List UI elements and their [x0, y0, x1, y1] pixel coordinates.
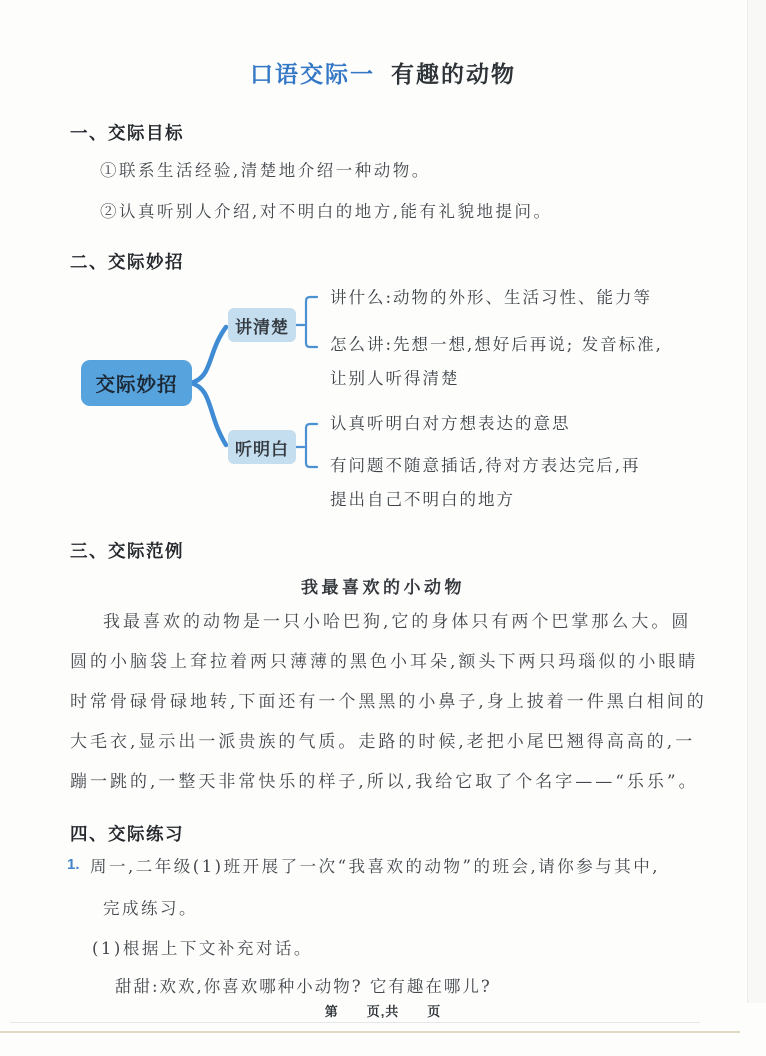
leaf-line-2: 让别人听得清楚 — [330, 369, 460, 388]
scan-artifact-line-1 — [10, 1022, 700, 1023]
mindmap-leaf-what-to-say: 讲什么:动物的外形、生活习性、能力等 — [330, 288, 653, 307]
essay-line-1: 我最喜欢的动物是一只小哈巴狗,它的身体只有两个巴掌那么大。圆 — [103, 612, 692, 632]
title-topic: 有趣的动物 — [391, 61, 516, 87]
leaf-line-1: 有问题不随意插话,待对方表达完后,再 — [330, 456, 641, 475]
page-footer: 第 页,共 页 — [324, 1004, 442, 1019]
mindmap-leaf-how-to-say — [330, 328, 738, 396]
goal-item-1: ①联系生活经验,清楚地介绍一种动物。 — [100, 161, 431, 180]
section-heading-tips: 二、交际妙招 — [70, 252, 184, 272]
mindmap-leaf-no-interrupt — [330, 449, 738, 517]
essay-line-3: 时常骨碌骨碌地转,下面还有一个黑黑的小鼻子,身上披着一件黑白相间的 — [70, 692, 707, 712]
title-lesson-number: 口语交际一 — [250, 61, 375, 87]
mindmap-leaf-listen-meaning: 认真听明白对方想表达的意思 — [330, 414, 571, 433]
scan-page-margin — [748, 0, 766, 1003]
mindmap-branch-listen-well: 听明白 — [228, 430, 296, 464]
mindmap-root-node: 交际妙招 — [81, 360, 192, 406]
section-heading-practice: 四、交际练习 — [70, 824, 184, 844]
scan-artifact-line-2 — [0, 1031, 740, 1033]
dialogue-line-tiantian: 甜甜:欢欢,你喜欢哪种小动物? 它有趣在哪儿? — [115, 977, 492, 996]
sub-question-1: (1)根据上下文补充对话。 — [92, 939, 313, 958]
goal-item-2: ②认真听别人介绍,对不明白的地方,能有礼貌地提问。 — [100, 202, 553, 221]
mindmap-branch-speak-clearly: 讲清楚 — [228, 308, 296, 342]
essay-line-2: 圆的小脑袋上耷拉着两只薄薄的黑色小耳朵,额头下两只玛瑙似的小眼睛 — [70, 652, 699, 672]
essay-line-4: 大毛衣,显示出一派贵族的气质。走路的时候,老把小尾巴翘得高高的,一 — [70, 732, 696, 752]
section-heading-example: 三、交际范例 — [70, 541, 184, 561]
exercise-number: 1. — [67, 856, 80, 873]
exercise-line-1: 周一,二年级(1)班开展了一次“我喜欢的动物”的班会,请你参与其中, — [90, 857, 660, 876]
section-heading-goals: 一、交际目标 — [70, 123, 184, 143]
page-title — [0, 56, 766, 89]
essay-line-5: 蹦一跳的,一整天非常快乐的样子,所以,我给它取了个名字——“乐乐”。 — [70, 772, 699, 792]
essay-title: 我最喜欢的小动物 — [301, 578, 465, 598]
leaf-line-2: 提出自己不明白的地方 — [330, 490, 515, 509]
exercise-line-2: 完成练习。 — [103, 899, 198, 918]
leaf-line-1: 怎么讲:先想一想,想好后再说; 发音标准, — [330, 335, 663, 354]
